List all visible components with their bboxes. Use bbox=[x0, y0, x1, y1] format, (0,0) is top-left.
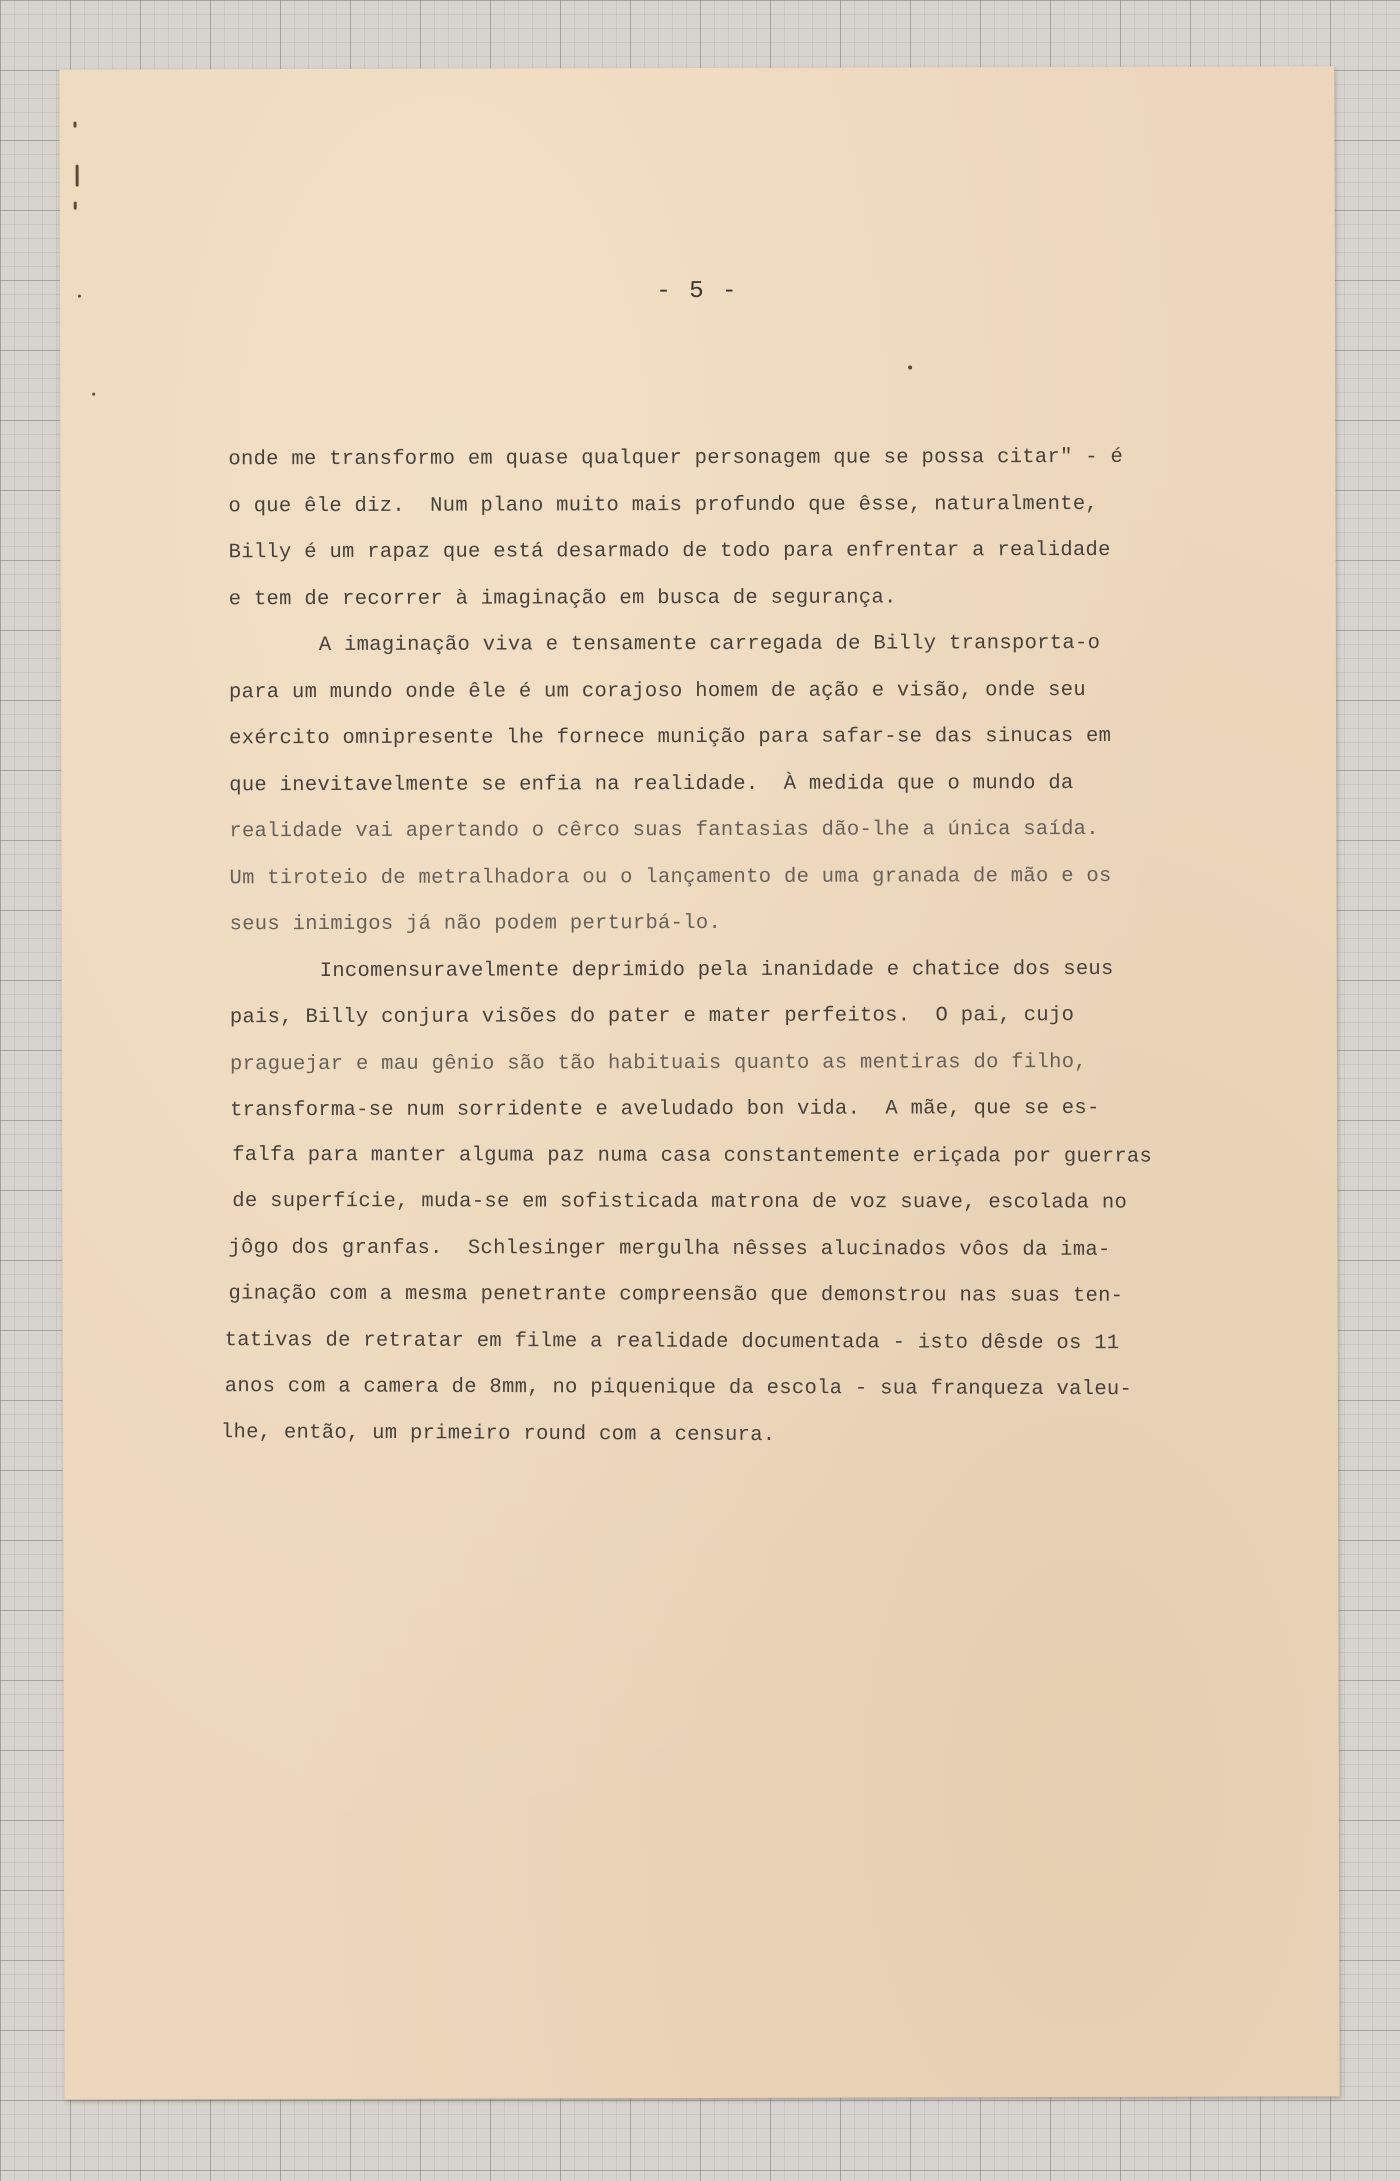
text-line: Um tiroteio de metralhadora ou o lançamento de uma granada de mão e os bbox=[229, 864, 1112, 890]
paragraph-3 bbox=[220, 946, 1271, 1460]
text-line: anos com a camera de 8mm, no piquenique da escola - sua franqueza valeu- bbox=[224, 1375, 1133, 1402]
paragraph-1 bbox=[228, 435, 1268, 624]
text-line: exército omnipresente lhe fornece munição para safar-se das sinucas em bbox=[229, 724, 1112, 751]
typewritten-page bbox=[59, 66, 1339, 2099]
text-line: que inevitavelmente se enfia na realidade. À medida que o mundo da bbox=[229, 771, 1074, 797]
text-line: o que êle diz. Num plano muito mais profundo que êsse, naturalmente, bbox=[228, 492, 1099, 518]
paragraph-2 bbox=[229, 621, 1270, 949]
text-line: Billy é um rapaz que está desarmado de todo para enfrentar a realidade bbox=[228, 538, 1111, 565]
text-line: falfa para manter alguma paz numa casa constantemente eriçada por guerras bbox=[232, 1143, 1153, 1169]
margin-mark bbox=[74, 202, 77, 210]
text-line: tativas de retratar em filme a realidade documentada - isto dêsde os 11 bbox=[224, 1328, 1120, 1355]
text-line: praguejar e mau gênio são tão habituais quanto as mentiras do filho, bbox=[229, 1050, 1087, 1076]
text-line: seus inimigos já não podem perturbá-lo. bbox=[229, 911, 722, 937]
margin-mark bbox=[908, 365, 912, 369]
text-line: lhe, então, um primeiro round com a censura. bbox=[220, 1420, 776, 1447]
text-line: A imaginação viva e tensamente carregada de Billy transporta-o bbox=[318, 631, 1101, 657]
text-line: jôgo dos granfas. Schlesinger mergulha nêsses alucinados vôos da ima- bbox=[228, 1236, 1111, 1262]
text-line: realidade vai apertando o cêrco suas fantasias dão-lhe a única saída. bbox=[229, 817, 1099, 844]
margin-mark bbox=[76, 165, 79, 187]
page-number: - 5 - bbox=[656, 277, 739, 306]
text-line: e tem de recorrer à imaginação em busca de segurança. bbox=[228, 585, 897, 611]
margin-mark bbox=[92, 393, 95, 396]
text-line: pais, Billy conjura visões do pater e mater perfeitos. O pai, cujo bbox=[229, 1004, 1075, 1030]
margin-mark bbox=[73, 122, 76, 128]
text-line: para um mundo onde êle é um corajoso homem de ação e visão, onde seu bbox=[228, 678, 1086, 704]
text-line: Incomensuravelmente deprimido pela inanidade e chatice dos seus bbox=[319, 957, 1114, 983]
text-line: ginação com a mesma penetrante compreensão que demonstrou nas suas ten- bbox=[228, 1282, 1124, 1308]
text-line: transforma-se num sorridente e aveludado bon vida. A mãe, que se es- bbox=[230, 1096, 1100, 1123]
text-line: de superfície, muda-se em sofisticada matrona de voz suave, escolada no bbox=[232, 1189, 1128, 1215]
text-line: onde me transformo em quase qualquer personagem que se possa citar" - é bbox=[228, 445, 1124, 472]
body-text bbox=[220, 435, 1271, 1461]
